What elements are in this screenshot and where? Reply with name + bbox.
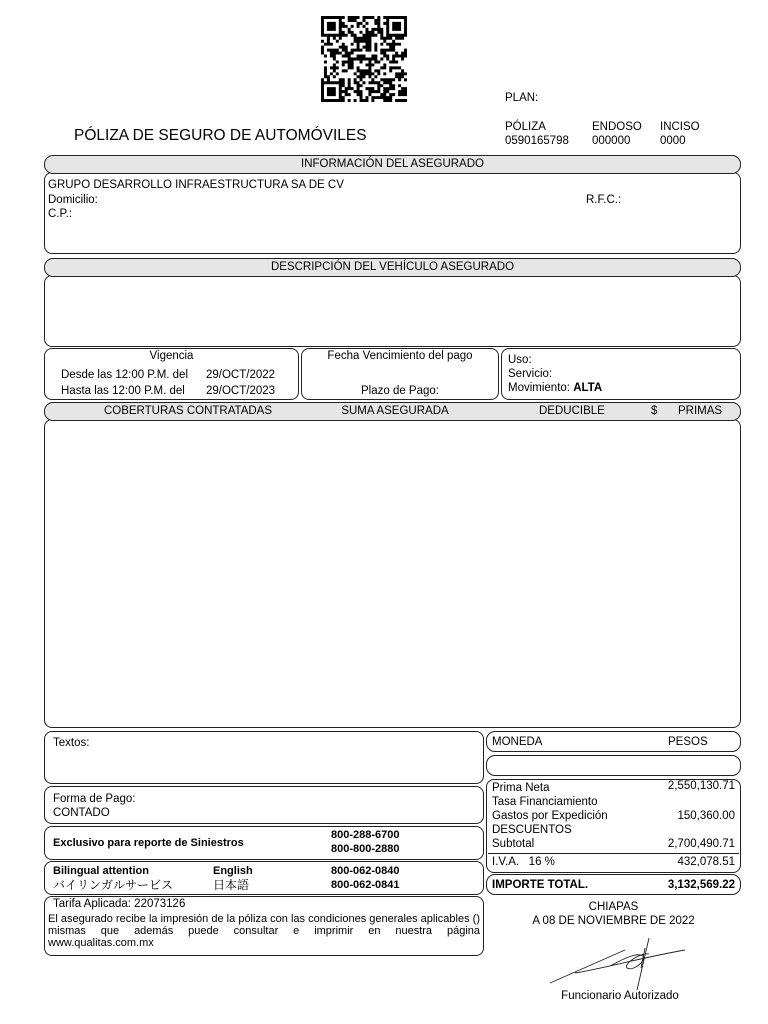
moneda-value: PESOS (668, 736, 708, 748)
poliza-value: 0590165798 (505, 135, 569, 147)
tasa-label: Tasa Financiamiento (492, 796, 598, 808)
servicio-label: Servicio: (508, 368, 553, 380)
endoso-label: ENDOSO (592, 121, 642, 133)
total-value: 3,132,569.22 (667, 879, 735, 891)
uso-label: Uso: (508, 354, 532, 366)
insured-name: GRUPO DESARROLLO INFRAESTRUCTURA SA DE CV (48, 179, 344, 191)
forma-pago-value: CONTADO (53, 807, 110, 819)
vehicle-section (44, 275, 741, 347)
bilingual-label-jp: バイリンガルサービス (53, 878, 174, 892)
rfc-label: R.F.C.: (586, 194, 622, 206)
vehicle-header: DESCRIPCIÓN DEL VEHÍCULO ASEGURADO (44, 258, 741, 277)
vigencia-hasta-date: 29/OCT/2023 (206, 385, 276, 397)
bilingual-phone-2: 800-062-0841 (331, 879, 400, 891)
coverage-col-currency: $ (651, 405, 658, 417)
page-title: PÓLIZA DE SEGURO DE AUTOMÓVILES (74, 127, 367, 144)
endoso-value: 000000 (592, 135, 631, 147)
inciso-value: 0000 (660, 135, 686, 147)
bilingual-phone-1: 800-062-0840 (331, 865, 400, 877)
gastos-label: Gastos por Expedición (492, 810, 608, 822)
forma-pago-label: Forma de Pago: (53, 793, 136, 805)
vigencia-desde: Desde las 12:00 P.M. del (61, 369, 189, 381)
coverage-col-coberturas: COBERTURAS CONTRATADAS (103, 405, 273, 417)
domicilio-label: Domicilio: (48, 194, 98, 206)
coverage-col-deducible: DEDUCIBLE (539, 405, 605, 417)
signature-icon (545, 928, 695, 998)
textos-box (44, 731, 484, 784)
bilingual-lang: English (213, 865, 253, 877)
coverage-area (44, 419, 741, 728)
siniestros-label: Exclusivo para reporte de Siniestros (53, 837, 244, 849)
iva-rate: 16 % (528, 856, 555, 868)
vigencia-desde-date: 29/OCT/2022 (206, 369, 276, 381)
moneda-label: MONEDA (492, 736, 543, 748)
prima-neta-label: Prima Neta (492, 782, 550, 794)
subtotal-divider (488, 853, 739, 854)
movimiento-value: ALTA (573, 382, 603, 394)
textos-label: Textos: (53, 737, 90, 749)
poliza-label: PÓLIZA (505, 121, 546, 133)
descuentos-label: DESCUENTOS (492, 824, 572, 836)
bilingual-lang-jp: 日本語 (213, 878, 250, 892)
gastos-value: 150,360.00 (677, 810, 735, 822)
plan-label: PLAN: (505, 92, 539, 104)
date-text: A 08 DE NOVIEMBRE DE 2022 (532, 915, 695, 927)
plazo-label: Plazo de Pago: (360, 385, 439, 397)
coverage-col-suma: SUMA ASEGURADA (341, 405, 449, 417)
iva-label: I.V.A. 16 % (492, 856, 555, 868)
siniestros-phone-2: 800-800-2880 (331, 843, 400, 855)
vigencia-title: Vigencia (149, 350, 194, 362)
siniestros-phone-1: 800-288-6700 (331, 829, 400, 841)
iva-value: 432,078.51 (677, 856, 735, 868)
blank-box (486, 755, 741, 776)
cp-label: C.P.: (48, 208, 73, 220)
payment-due-title: Fecha Vencimiento del pago (327, 350, 473, 362)
place-text: CHIAPAS (588, 901, 639, 913)
subtotal-label: Subtotal (492, 838, 535, 850)
signature-caption: Funcionario Autorizado (561, 990, 679, 1002)
coverage-col-primas: PRIMAS (678, 405, 723, 417)
subtotal-value: 2,700,490.71 (667, 838, 735, 850)
bilingual-label: Bilingual attention (53, 865, 149, 877)
insured-header: INFORMACIÓN DEL ASEGURADO (44, 155, 741, 174)
disclaimer-text: El asegurado recibe la impresión de la póliza con las condiciones generales aplicables () mismas que además puede consultar e imprimir en nuestra página www.qualitas.com.mx (48, 913, 480, 949)
movimiento-label: Movimiento: ALTA (508, 382, 603, 394)
qr-code-icon (321, 16, 407, 102)
inciso-label: INCISO (660, 121, 700, 133)
total-label: IMPORTE TOTAL. (492, 879, 589, 891)
tarifa-label: Tarifa Aplicada: 22073126 (53, 898, 186, 910)
prima-neta-value: 2,550,130.71 (667, 780, 735, 792)
vigencia-hasta: Hasta las 12:00 P.M. del (61, 385, 185, 397)
